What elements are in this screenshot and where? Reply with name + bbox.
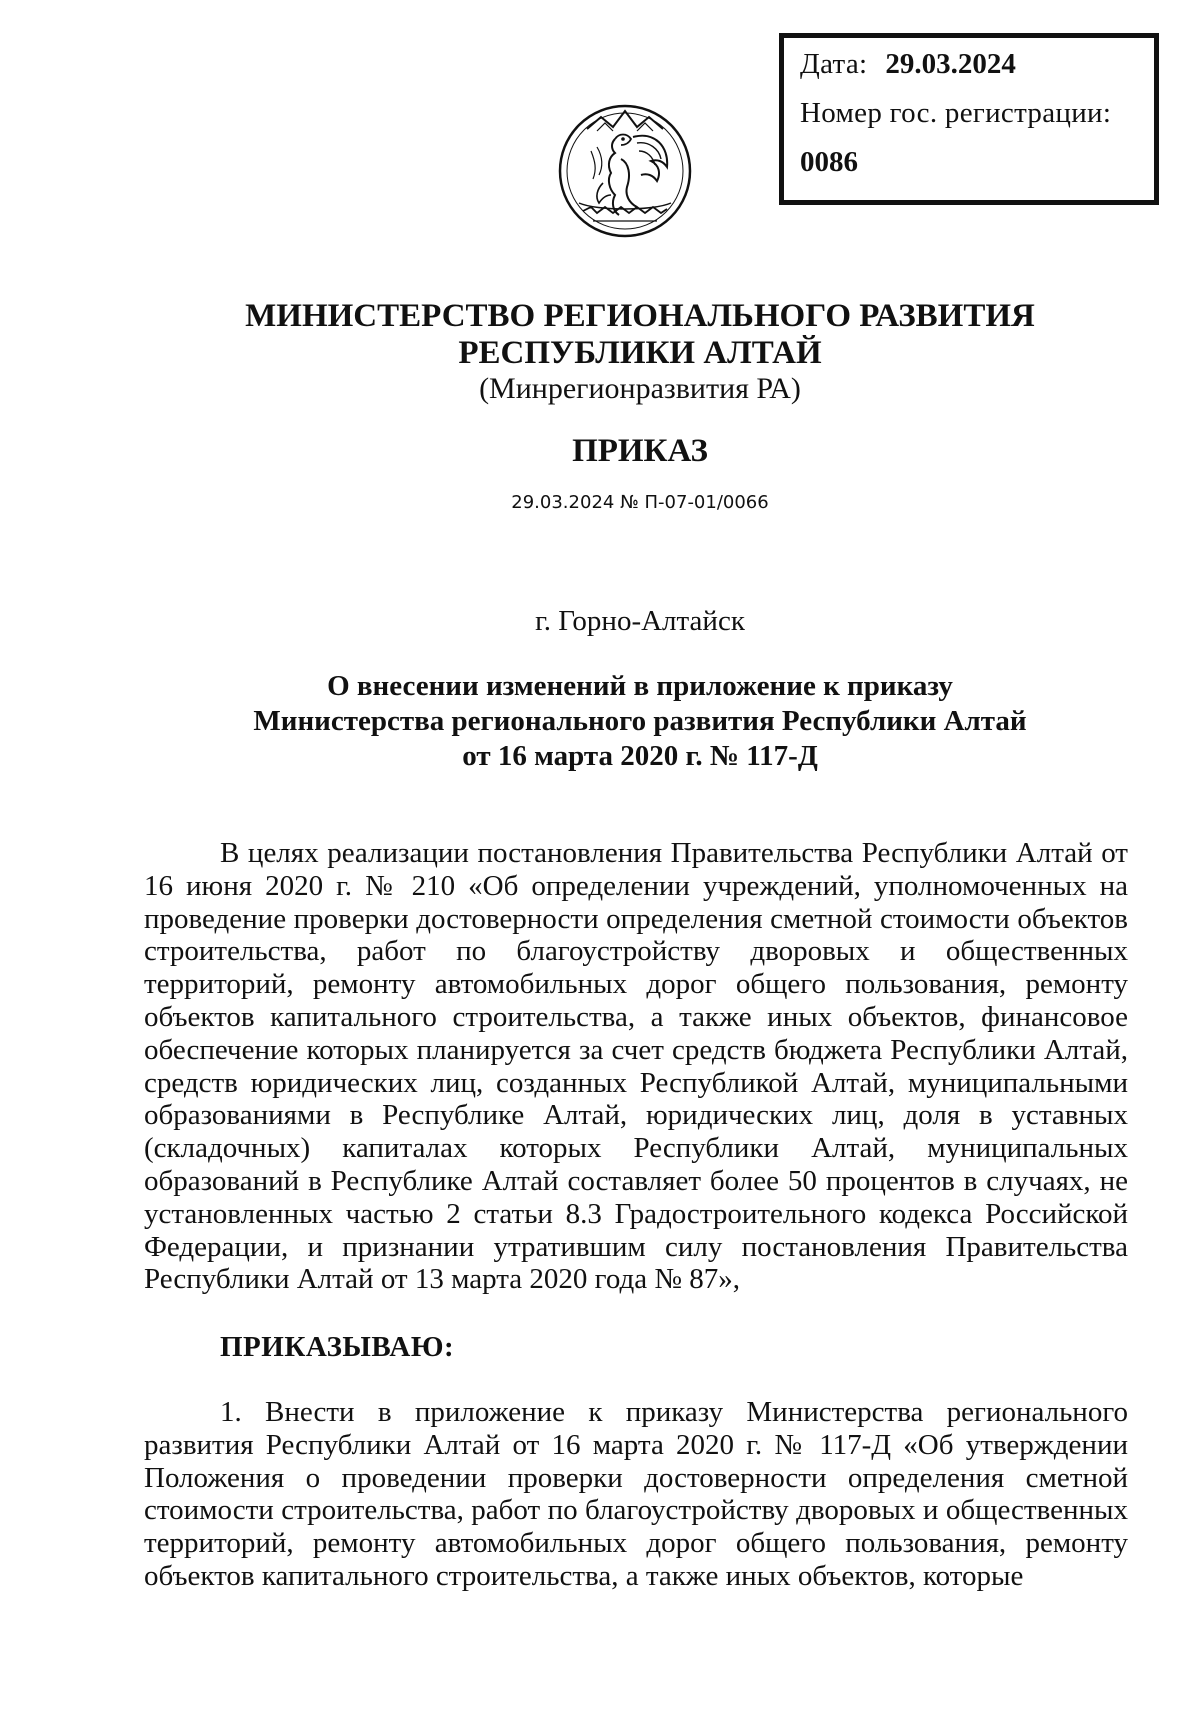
registration-date-row: [800, 50, 1154, 79]
document-subject-line1: О внесении изменений в приложение к приказу: [327, 670, 953, 702]
registration-number-label: Номер гос. регистрации:: [800, 97, 1112, 129]
preamble-paragraph: В целях реализации постановления Правительства Республики Алтай от 16 июня 2020 г. № 210 «Об определении учреждений, уполномоченных на проведение проверки достоверности определения сметной стоимости объектов строительства, работ по благоустройству дворовых и общественных территорий, ремонту автомобильных дорог общего пользования, ремонту объектов капитального строительства, а также иных объектов, финансовое обеспечение которых планируется за счет средств бюджета Республики Алтай, средств юридических лиц, созданных Республикой Алтай, муниципальными образованиями в Республике Алтай, юридических лиц, доля в уставных (складочных) капиталах которых Республики Алтай, муниципальных образований в Республике Алтай составляет более 50 процентов в случаях, не установленных частью 2 статьи 8.3 Градостроительного кодекса Российской Федерации, и признании утратившим силу постановления Правительства Республики Алтай от 13 марта 2020 года № 87»,: [144, 837, 1128, 1296]
ministry-short-name: (Минрегионразвития РА): [479, 372, 801, 405]
document-subject-line2: Министерства регионального развития Республики Алтай: [253, 705, 1027, 737]
ministry-name-line2: РЕСПУБЛИКИ АЛТАЙ: [458, 335, 822, 371]
document-subject-line3: от 16 марта 2020 г. № 117-Д: [462, 740, 818, 772]
registration-number-value: 0086: [800, 146, 858, 178]
ministry-name: [140, 298, 1140, 372]
clause-1-paragraph: 1. Внести в приложение к приказу Министерства регионального развития Республики Алтай от 16 марта 2020 г. № 117-Д «Об утверждении Положения о проведении проверки достоверности определения сметной стоимости строительства, работ по благоустройству дворовых и общественных территорий, ремонту автомобильных дорог общего пользования, ремонту объектов капитального строительства, а также иных объектов, которые: [144, 1396, 1128, 1592]
document-type-title: ПРИКАЗ: [572, 433, 708, 469]
document-city: г. Горно-Алтайск: [535, 605, 745, 637]
registration-date-value: 29.03.2024: [885, 48, 1016, 80]
ministry-name-line1: МИНИСТЕРСТВО РЕГИОНАЛЬНОГО РАЗВИТИЯ: [245, 298, 1035, 334]
coat-of-arms-icon: [557, 103, 693, 239]
registration-date-label: Дата:: [800, 48, 868, 80]
document-date-number: 29.03.2024 № П-07-01/0066: [511, 492, 769, 513]
document-subject: [140, 669, 1140, 774]
order-heading: ПРИКАЗЫВАЮ:: [220, 1331, 455, 1363]
registration-stamp: [779, 33, 1159, 205]
